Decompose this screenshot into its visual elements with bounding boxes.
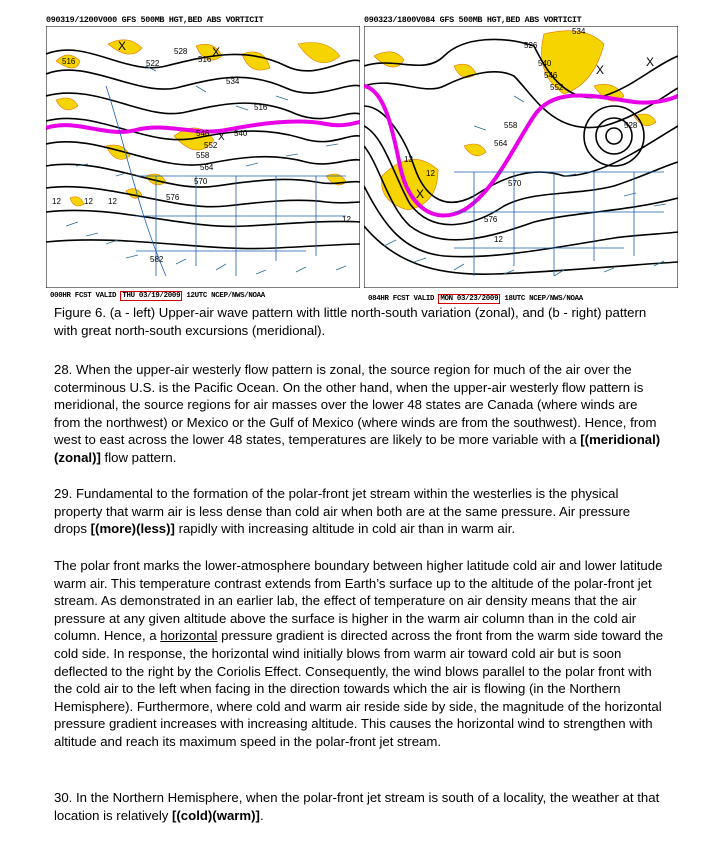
footer-suffix: 12UTC NCEP/NWS/NOAA [182, 292, 265, 300]
q30-text: 30. In the Northern Hemisphere, when the polar-front jet stream is south of a locality, the weather at that location is relatively [54, 790, 660, 823]
svg-text:X: X [416, 187, 425, 201]
contour-label: 558 [196, 151, 210, 160]
q30-answer-choice: [(cold)(warm)] [172, 807, 260, 823]
contour-label: 12 [404, 155, 413, 164]
contour-label: 546 [196, 129, 210, 138]
contour-label: 540 [538, 59, 552, 68]
contour-label: 12 [52, 197, 61, 206]
footer-prefix: 084HR FCST VALID [368, 295, 439, 303]
q28-answer-choice: [(meridional)(zonal)] [54, 432, 661, 465]
q30-end: . [259, 807, 264, 823]
contour-label: 12 [342, 215, 351, 224]
contour-label: 570 [194, 177, 208, 186]
contour-label: 552 [204, 141, 218, 150]
contour-label: 528 [174, 47, 188, 56]
contour-label: 526 [524, 41, 538, 50]
map-footer [50, 289, 265, 303]
contour-label: 516 [198, 55, 212, 64]
valid-time-box: THU 03/19/2009 [122, 292, 181, 300]
question-28 [54, 361, 664, 467]
contour-label: 12 [426, 169, 435, 178]
front-text-1: The polar front marks the lower-atmosphere boundary between higher latitude cold air and lower latitude warm air. This temperature contrast extends from Earth’s surface up to the altitude of the polar-front jet stream. As demonstrated in an earlier lab, the effect of temperature on air density means that the air pressure at any given altitude above the surface is higher in the warm air column than in the cold air column. Hence, a [54, 558, 663, 644]
svg-text:X: X [646, 55, 655, 69]
polar-front-paragraph [54, 557, 664, 751]
svg-text:X: X [212, 45, 221, 59]
contour-label: 12 [108, 197, 117, 206]
contour-label: 546 [544, 71, 558, 80]
q28-end: flow pattern. [100, 449, 177, 465]
contour-label: 552 [550, 83, 564, 92]
svg-text:X: X [118, 39, 127, 53]
meridional-map [362, 12, 680, 308]
contour-label: 516 [62, 57, 76, 66]
question-30 [54, 789, 664, 824]
front-text-2: pressure gradient is directed across the front from the warm side toward the cold side. In response, the horizontal wind initially blows from warm air toward cold air but is soon deflected to the right by the Coriolis Effect. Consequently, the wind blows parallel to the polar front with the cold air to the left when facing in the direction towards which the air is flowing (in the Northern Hemisphere). Furthermore, where cold and warm air reside side by side, the magnitude of the horizontal pressure gradient increases with increasing altitude. This causes the horizontal wind to strengthen with altitude and reach its maximum speed in the polar-front jet stream. [54, 628, 664, 749]
contour-label: 522 [146, 59, 160, 68]
contour-label: 534 [572, 27, 586, 36]
contour-label: 564 [200, 163, 214, 172]
question-29 [54, 485, 664, 538]
meridional-map-canvas [364, 26, 678, 288]
contour-label: 534 [226, 77, 240, 86]
horizontal-underlined: horizontal [160, 628, 218, 644]
contour-label: 558 [504, 121, 518, 130]
contour-label: 12 [494, 235, 503, 244]
map-header: 090323/1800V084 GFS 500MB HGT,BED ABS VORTICIT [364, 15, 582, 25]
contour-label: 528 [624, 121, 638, 130]
contour-label: 540 [234, 129, 248, 138]
q28-text: 28. When the upper-air westerly flow pattern is zonal, the source region for much of the air over the coterminous U.S. is the Pacific Ocean. On the other hand, when the upper-air westerly flow pattern is meridional, the source regions for air masses over the lower 48 states are Canada (where winds are from the northwest) or Mexico or the Gulf of Mexico (where winds are from the southwest). Hence, from west to east across the lower 48 states, temperatures are likely to be more variable with a [54, 362, 657, 448]
q29-answer-choice: [(more)(less)] [90, 521, 175, 537]
contour-label: 516 [254, 103, 268, 112]
map-header: 090319/1200V000 GFS 500MB HGT,BED ABS VORTICIT [46, 15, 264, 25]
contour-label: 12 [84, 197, 93, 206]
contour-label: 564 [494, 139, 508, 148]
zonal-map [44, 12, 362, 308]
contour-label: 582 [150, 255, 164, 264]
svg-text:X: X [596, 63, 605, 77]
footer-prefix: 000HR FCST VALID [50, 292, 121, 300]
footer-suffix: 18UTC NCEP/NWS/NOAA [500, 295, 583, 303]
valid-time-box: MON 03/23/2009 [440, 295, 499, 303]
contour-label: 576 [166, 193, 180, 202]
zonal-map-canvas [46, 26, 360, 288]
figure-caption: Figure 6. (a - left) Upper-air wave pattern with little north-south variation (zonal), and (b - right) pattern with great north-south excursions (meridional). [54, 305, 647, 338]
q29-text: 29. Fundamental to the formation of the polar-front jet stream within the westerlies is the physical property that warm air is less dense than cold air when both are at the same pressure. Air pressure drops [54, 486, 631, 537]
svg-text:X: X [218, 132, 225, 143]
contour-label: 576 [484, 215, 498, 224]
figure-6-maps [44, 12, 680, 308]
contour-label: 570 [508, 179, 522, 188]
q29-end: rapidly with increasing altitude in cold air than in warm air. [174, 521, 516, 537]
